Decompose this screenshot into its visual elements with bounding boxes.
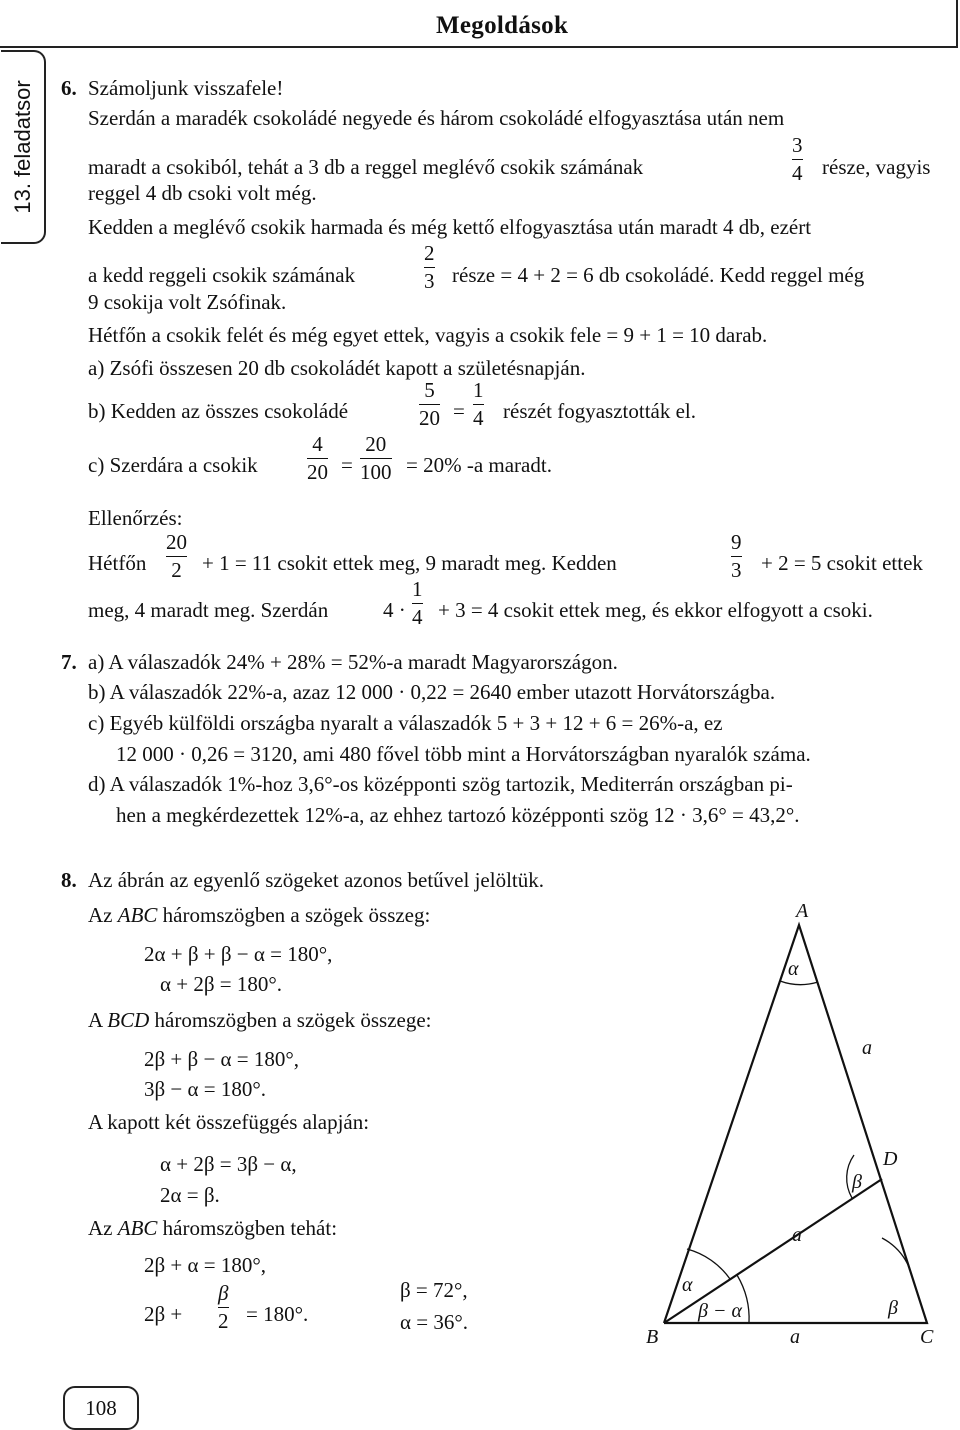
page-number-box bbox=[63, 1386, 139, 1430]
p6-line2: Szerdán a maradék csokoládé negyede és három csokoládé elfogyasztása után nem bbox=[88, 106, 785, 130]
header-rule bbox=[0, 46, 958, 48]
header-right-border bbox=[956, 0, 958, 48]
p8-line5: Az ABC háromszögben tehát: bbox=[88, 1216, 338, 1240]
p8-result-beta: β = 72°, bbox=[400, 1278, 468, 1302]
p8-eq6: 2α = β. bbox=[160, 1183, 220, 1207]
page-number: 108 bbox=[85, 1395, 117, 1420]
problem-7-number: 7. bbox=[61, 650, 77, 674]
p8-eq8a: 2β + bbox=[144, 1302, 183, 1326]
p6-line10b: részét fogyasztották el. bbox=[503, 399, 696, 423]
triangle-figure bbox=[630, 895, 955, 1355]
p6-line12: Ellenőrzés: bbox=[88, 506, 183, 530]
fraction-1-4: 1 4 bbox=[473, 378, 484, 430]
p6-eq1: = bbox=[453, 399, 465, 423]
p7-b: b) A válaszadók 22%-a, azaz 12 000 · 0,22 = 2640 ember utazott Horvátországba. bbox=[88, 680, 776, 704]
p6-line13c: + 2 = 5 csokit ettek bbox=[761, 551, 923, 575]
label-beta-minus-alpha: β − α bbox=[698, 1300, 742, 1322]
label-C: C bbox=[920, 1326, 934, 1348]
p8-eq4: 3β − α = 180°. bbox=[144, 1077, 267, 1101]
label-side-a: a bbox=[862, 1037, 872, 1059]
label-A: A bbox=[796, 900, 809, 922]
fraction-2-3: 2 3 bbox=[424, 241, 435, 293]
p8-eq3: 2β + β − α = 180°, bbox=[144, 1047, 300, 1071]
p6-line3a: maradt a csokiból, tehát a 3 db a reggel meglévő csokik számának bbox=[88, 155, 644, 179]
fraction-20-2: 20 2 bbox=[166, 530, 187, 582]
p6-line11b: = 20% -a maradt. bbox=[406, 453, 552, 477]
label-alpha-b: α bbox=[682, 1274, 693, 1296]
segment-bd bbox=[664, 1179, 882, 1323]
p6-line6a: a kedd reggeli csokik számának bbox=[88, 263, 356, 287]
page-title: Megoldások bbox=[436, 12, 569, 39]
label-alpha-top: α bbox=[788, 958, 799, 980]
p6-line8: Hétfőn a csokik felét és még egyet ettek, vagyis a csokik fele = 9 + 1 = 10 darab. bbox=[88, 323, 768, 347]
p8-line3: A BCD háromszögben a szögek összege: bbox=[88, 1008, 432, 1032]
label-mid-a: a bbox=[792, 1224, 802, 1246]
fraction-3-4: 3 4 bbox=[792, 133, 803, 185]
p6-line5: Kedden a meglévő csokik harmada és még kettő elfogyasztása után maradt 4 db, ezért bbox=[88, 215, 812, 239]
p7-c1: c) Egyéb külföldi országba nyaralt a válaszadók 5 + 3 + 12 + 6 = 26%-a, ez bbox=[88, 711, 723, 735]
problem-8-number: 8. bbox=[61, 868, 77, 892]
label-beta-c: β bbox=[888, 1297, 898, 1319]
p6-line14a: meg, 4 maradt meg. Szerdán bbox=[88, 598, 329, 622]
p8-line4: A kapott két összefüggés alapján: bbox=[88, 1110, 370, 1134]
angle-arc-a bbox=[780, 981, 818, 985]
p6-eq2: = bbox=[341, 453, 353, 477]
label-beta-d: β bbox=[852, 1171, 862, 1193]
p6-line1: Számoljunk visszafele! bbox=[88, 76, 284, 100]
p8-eq7: 2β + α = 180°, bbox=[144, 1253, 267, 1277]
label-D: D bbox=[883, 1148, 898, 1170]
p6-line4: reggel 4 db csoki volt még. bbox=[88, 181, 317, 205]
p8-line2: Az ABC háromszögben a szögek összeg: bbox=[88, 903, 431, 927]
p6-line14b: 4 · bbox=[383, 598, 406, 622]
p8-line1: Az ábrán az egyenlő szögeket azonos betűvel jelöltük. bbox=[88, 868, 544, 892]
p8-eq5: α + 2β = 3β − α, bbox=[160, 1152, 297, 1176]
p8-eq8b: = 180°. bbox=[246, 1302, 309, 1326]
fraction-4-20: 4 20 bbox=[307, 432, 328, 484]
label-base-a: a bbox=[790, 1326, 800, 1348]
p7-c2: 12 000 · 0,26 = 3120, ami 480 fővel több mint a Horvátországban nyaralók száma. bbox=[116, 742, 811, 766]
p7-a: a) A válaszadók 24% + 28% = 52%-a maradt Magyarországon. bbox=[88, 650, 618, 674]
problem-6-number: 6. bbox=[61, 76, 77, 100]
p6-line10a: b) Kedden az összes csokoládé bbox=[88, 399, 349, 423]
label-B: B bbox=[646, 1326, 659, 1348]
p7-d1: d) A válaszadók 1%-hoz 3,6°-os középponti szög tartozik, Mediterrán országban pi- bbox=[88, 772, 793, 796]
fraction-9-3: 9 3 bbox=[731, 530, 742, 582]
angle-arc-b-outer bbox=[687, 1249, 730, 1279]
p6-line14c: + 3 = 4 csokit ettek meg, és ekkor elfogyott a csoki. bbox=[438, 598, 873, 622]
p6-line9: a) Zsófi összesen 20 db csokoládét kapott a születésnapján. bbox=[88, 356, 586, 380]
side-tab bbox=[1, 50, 46, 244]
side-tab-label: 13. feladatsor bbox=[9, 80, 35, 214]
p6-line11a: c) Szerdára a csokik bbox=[88, 453, 258, 477]
p6-line6b: része = 4 + 2 = 6 db csokoládé. Kedd reggel még bbox=[452, 263, 865, 287]
fraction-beta-2: β 2 bbox=[218, 1281, 229, 1333]
p6-line13a: Hétfőn bbox=[88, 551, 147, 575]
p6-line7: 9 csokija volt Zsófinak. bbox=[88, 290, 287, 314]
p6-line3b: része, vagyis bbox=[822, 155, 931, 179]
p7-d2: hen a megkérdezettek 12%-a, az ehhez tartozó középponti szög 12 · 3,6° = 43,2°. bbox=[116, 803, 800, 827]
p8-eq1: 2α + β + β − α = 180°, bbox=[144, 942, 333, 966]
p6-line13b: + 1 = 11 csokit ettek meg, 9 maradt meg. Kedden bbox=[202, 551, 617, 575]
fraction-20-100: 20 100 bbox=[360, 432, 392, 484]
fraction-5-20: 5 20 bbox=[419, 378, 440, 430]
fraction-1-4-b: 1 4 bbox=[412, 577, 423, 629]
p8-result-alpha: α = 36°. bbox=[400, 1310, 468, 1334]
p8-eq2: α + 2β = 180°. bbox=[160, 972, 283, 996]
